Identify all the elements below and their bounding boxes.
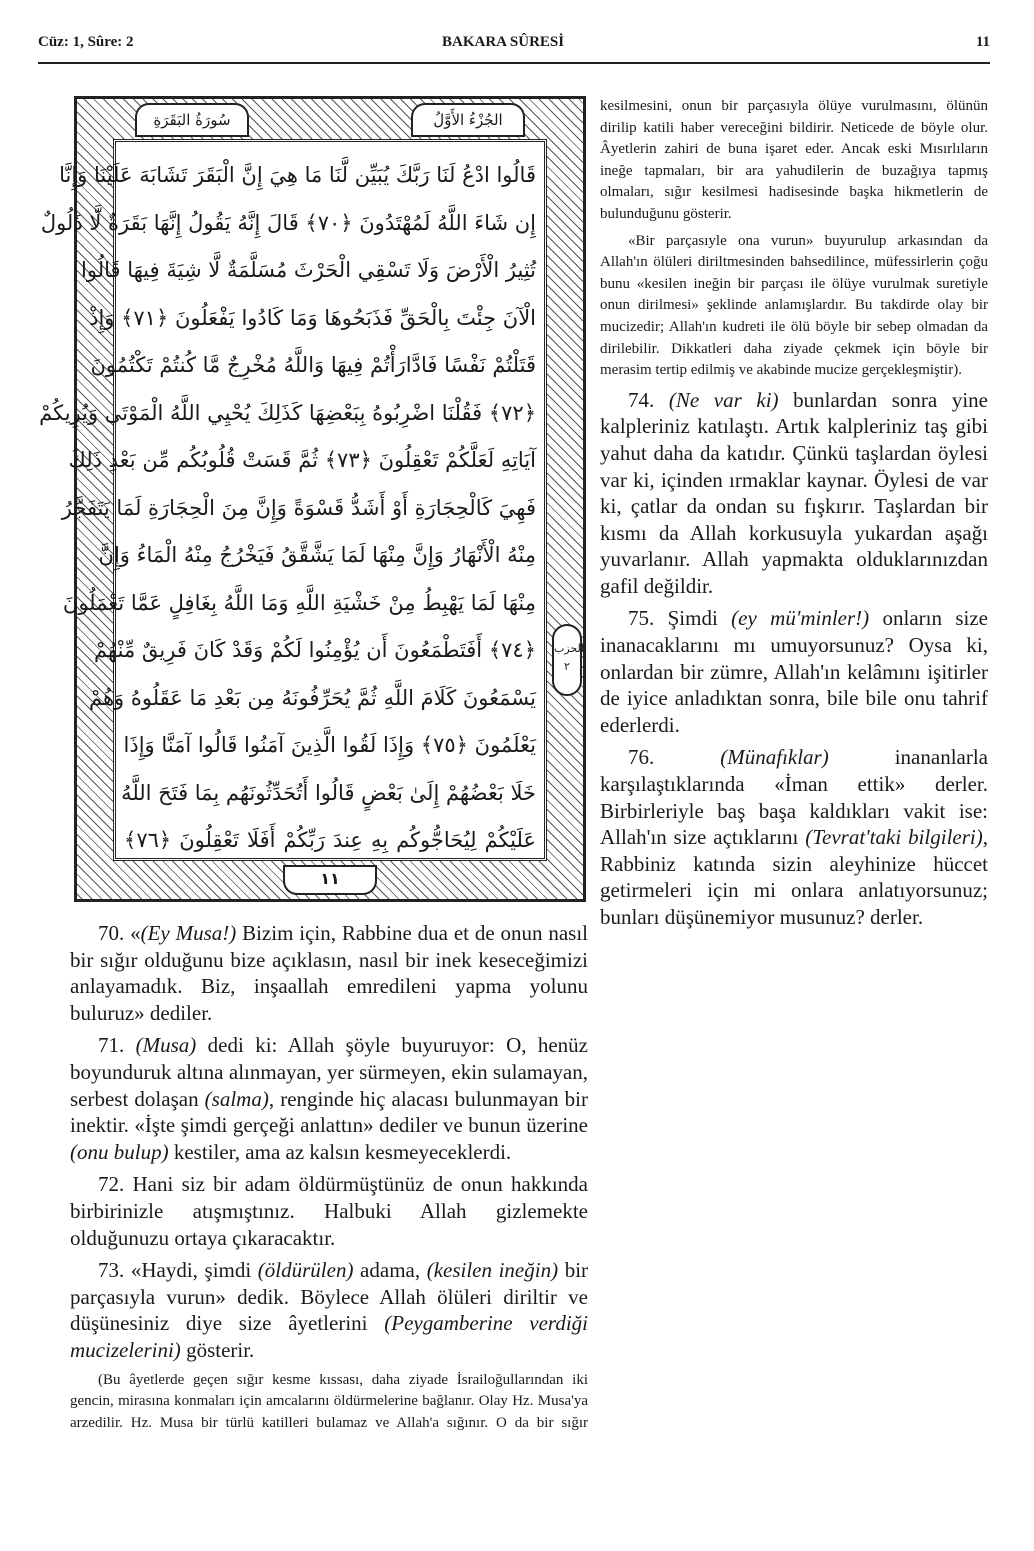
text-segment: , Rabbiniz katında sizin aleyhinize hüccet getirmeleri için mi onlara anlatıyorsunuz; bunları düşünemiyor musunuz? derler.: [600, 825, 988, 929]
text-segment: 72. Hani siz bir adam öldürmüştünüz de onun hakkında birbirinizle atışmıştınız. Halbuki Allah gizlemekte olduğunuzu ortaya çıkaracaktır.: [70, 1172, 588, 1250]
arabic-line: ﴿٧٢﴾ فَقُلْنَا اضْرِبُوهُ بِبَعْضِهَا كَذَلِكَ يُحْيِي اللَّهُ الْمَوْتَى وَيُرِيكُمْ: [39, 400, 536, 425]
text-segment: Bizim için, Rabbine dua et de onun nasıl bir sığır olduğunu bize açıklasın, nasıl bir inek keseceğimizi anlayamadık. Biz, inşaallah emredileni yapma yolunu buluruz» dediler.: [70, 921, 588, 1025]
text-segment: 75. Şimdi: [628, 606, 732, 631]
text-segment: adama,: [353, 1258, 427, 1283]
text-segment: bir parçasıyla vurun» dedik. Böylece Allah ölüleri diriltir ve düşünesiniz diye size âyetlerini: [70, 1258, 589, 1336]
arabic-line: يَسْمَعُونَ كَلَامَ اللَّهِ ثُمَّ يُحَرِّفُونَهُ مِن بَعْدِ مَا عَقَلُوهُ وَهُمْ: [89, 685, 536, 710]
arabic-line: فَهِيَ كَالْحِجَارَةِ أَوْ أَشَدُّ قَسْوَةً وَإِنَّ مِنَ الْحِجَارَةِ لَمَا يَتَفَجَّرُ: [61, 495, 536, 520]
translation-paragraph: [70, 1370, 588, 1435]
left-translation-column: [70, 920, 588, 1439]
text-segment: 76.: [628, 745, 721, 770]
italic-gloss: (onu bulup): [70, 1139, 169, 1164]
arabic-line: ﴿٧٤﴾ أَفَتَطْمَعُونَ أَن يُؤْمِنُوا لَكُمْ وَقَدْ كَانَ فَرِيقٌ مِّنْهُمْ: [94, 638, 536, 662]
mushaf-frame: [39, 96, 586, 902]
italic-gloss: (kesilen ineğin): [426, 1258, 559, 1283]
arabic-line: إِن شَاءَ اللَّهُ لَمُهْتَدُونَ ﴿٧٠﴾ قَالَ إِنَّهُ يَقُولُ إِنَّهَا بَقَرَةٌ لَّا ذَلُولٌ: [40, 210, 536, 235]
italic-gloss: (öldürülen): [257, 1258, 354, 1283]
page-number: 11: [975, 34, 990, 50]
text-segment: , renginde hiç alacası bulunmayan bir inektir. «İşte şimdi gerçeği anlattın» dediler ve bunun üzerine: [70, 1086, 588, 1138]
translation-paragraph: [70, 920, 588, 1026]
juz-name-tab: الجُزْءُ الأَوَّلُ: [411, 103, 525, 137]
arabic-text-area: [39, 139, 547, 861]
header-rule: [38, 62, 990, 64]
translation-paragraph: [70, 1032, 588, 1165]
translation-paragraph: [600, 605, 988, 738]
arabic-line: تُثِيرُ الْأَرْضَ وَلَا تَسْقِي الْحَرْثَ مُسَلَّمَةٌ لَّا شِيَةَ فِيهَا قَالُوا: [81, 258, 536, 282]
hizb-marker: الحزب ٢: [552, 624, 582, 696]
arabic-line: آيَاتِهِ لَعَلَّكُمْ تَعْقِلُونَ ﴿٧٣﴾ ثُمَّ قَسَتْ قُلُوبُكُم مِّن بَعْدِ ذَلِكَ: [68, 448, 536, 472]
text-segment: 70. «: [98, 921, 141, 945]
arabic-line: يَعْلَمُونَ ﴿٧٥﴾ وَإِذَا لَقُوا الَّذِينَ آمَنُوا قَالُوا آمَنَّا وَإِذَا: [123, 733, 536, 757]
italic-gloss: (ey mü'minler!): [731, 606, 870, 631]
arabic-line: مِنْهُ الْأَنْهَارُ وَإِنَّ مِنْهَا لَمَا يَشَّقَّقُ فَيَخْرُجُ مِنْهُ الْمَاءُ وَإِنَّ: [98, 543, 536, 567]
right-translation-column: [600, 96, 988, 937]
text-segment: (Bu âyetlerde geçen sığır kesme kıssası, daha ziyade İsrailoğullarından iki gencin, mirasına konmaları için amcalarını öldürmelerine bağlanır. Olay Hz. Musa'ya arzedilir. Hz. Musa bir türlü katilleri bulamaz ve Allah'a sığınır. O da bir sığır: [70, 1371, 588, 1431]
italic-gloss: (Tevrat'taki bilgileri): [805, 825, 983, 850]
translation-paragraph: [600, 96, 988, 226]
translation-paragraph: [600, 231, 988, 382]
text-segment: onların size inanacaklarını mı umuyorsunuz? Oysa ki, onlardan bir zümre, Allah'ın kelâmını işitirler de iyice anladıktan sonra, bile bile onu tahrif ederlerdi.: [600, 606, 988, 737]
italic-gloss: (Peygamberine verdiği mucizelerini): [70, 1311, 588, 1362]
arabic-lines: [39, 152, 536, 865]
translation-paragraph: [600, 387, 988, 600]
mushaf-page-number: ١١: [283, 865, 377, 895]
arabic-line: الْآنَ جِئْتَ بِالْحَقِّ فَذَبَحُوهَا وَمَا كَادُوا يَفْعَلُونَ ﴿٧١﴾ وَإِذْ: [89, 305, 536, 330]
arabic-line: مِنْهَا لَمَا يَهْبِطُ مِنْ خَشْيَةِ اللَّهِ وَمَا اللَّهُ بِغَافِلٍ عَمَّا تَعْمَلُونَ: [62, 590, 536, 615]
text-segment: bunlardan sonra yine kalpleriniz katılaştı. Artık kalpleriniz taş gibi yahut daha da katıdır. Çünkü taşlardan öylesi var ki, içinden ırmaklar kaynar. Öylesi de var ki, çatlar da ondan su fışkırır. Taşlardan bir kısmı da Allah korkusuyla yukardan aşağı yuvarlanır. Allah yapmakta olduklarınızdan gafil değildir.: [600, 387, 988, 598]
arabic-line: خَلَا بَعْضُهُمْ إِلَىٰ بَعْضٍ قَالُوا أَتُحَدِّثُونَهُم بِمَا فَتَحَ اللَّهُ: [121, 780, 536, 805]
text-segment: «Bir parçasıyle ona vurun» buyurulup arkasından da Allah'ın ölüleri diriltmesinden bahsedilince, müfessirlerin çoğu bunu «kesilen ineğin bir parçası ile ölüye vurulmak suretiyle onun dirilmesi» şeklinde anlamışlardır. Bu takdirde olay bir mucizedir; Allah'ın kudreti ile ölü böyle bir sebep olmadan da dirilebilir. Dikkatleri daha ziyade çekmek için böyle bir merasim tertip edilmiş ve akabinde mucize gerçekleşmiştir).: [600, 232, 988, 379]
italic-gloss: (Ne var ki): [668, 387, 779, 412]
italic-gloss: (Münafıklar): [720, 745, 829, 770]
italic-gloss: (Musa): [135, 1033, 197, 1058]
running-header: [38, 34, 990, 60]
text-segment: 71.: [98, 1033, 136, 1058]
translation-paragraph: [70, 1257, 588, 1363]
text-segment: 73. «Haydi, şimdi: [98, 1258, 258, 1283]
arabic-line: عَلَيْكُمْ لِيُحَاجُّوكُم بِهِ عِندَ رَبِّكُمْ أَفَلَا تَعْقِلُونَ ﴿٧٦﴾: [124, 828, 536, 852]
text-segment: kesilmesini, onun bir parçasıyla ölüye vurulmasını, ölünün dirilip katili haber vereceğini bildirir. Neticede de böyle olur. Âyetlerin zahiri de buna işaret eder. Ancak eski Mısırlıların ineğe tapmaları, bir ara yahudilerin de buzağıya tapmış olmaları, sığır kesilmesi hadisesinde başka hikmetlerin de bulunduğunu gösterir.: [600, 98, 988, 222]
text-segment: inananlarla karşılaştıklarında «İman ettik» derler. Birbirleriyle baş başa kaldıkları vakit ise: Allah'ın size açtıklarını: [600, 745, 989, 850]
text-segment: gösterir.: [180, 1337, 255, 1362]
text-segment: 74.: [628, 387, 669, 412]
translation-paragraph: [70, 1171, 588, 1251]
italic-gloss: (Ey Musa!): [140, 921, 237, 945]
arabic-line: قَالُوا ادْعُ لَنَا رَبَّكَ يُبَيِّن لَّنَا مَا هِيَ إِنَّ الْبَقَرَ تَشَابَهَ عَلَيْنَا وَإِنَّا: [59, 163, 536, 187]
surah-name-tab: سُورَةُ البَقَرَةِ: [135, 103, 249, 137]
surah-title: BAKARA SÛRESİ: [442, 34, 565, 50]
italic-gloss: (salma): [204, 1086, 269, 1111]
translation-paragraph: [600, 744, 988, 930]
juz-surah-label: Cüz: 1, Sûre: 2: [38, 34, 134, 50]
text-segment: kestiler, ama az kalsın kesmeyeceklerdi.: [168, 1139, 512, 1164]
arabic-line: قَتَلْتُمْ نَفْسًا فَادَّارَأْتُمْ فِيهَا وَاللَّهُ مُخْرِجٌ مَّا كُنتُمْ تَكْتُمُونَ: [90, 353, 536, 377]
text-segment: dedi ki: Allah şöyle buyuruyor: O, henüz boyunduruk altına alınmayan, yer sürmeyen, ekin sulamayan, serbest dolaşan: [70, 1033, 589, 1111]
